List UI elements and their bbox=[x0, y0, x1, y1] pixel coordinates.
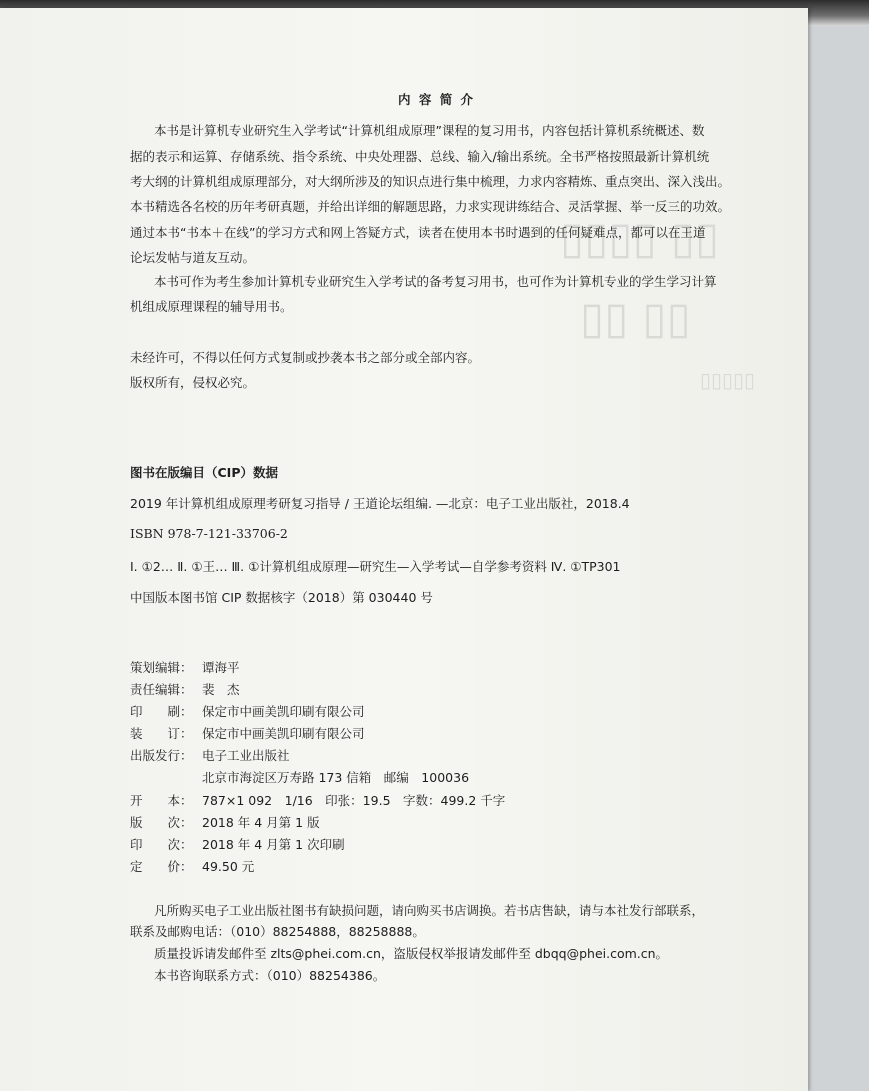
imprint-row bbox=[130, 791, 505, 809]
notice-line: 联系及邮购电话：（010）88254888，88258888。 bbox=[130, 924, 425, 939]
summary-line: 本书是计算机专业研究生入学考试“计算机组成原理”课程的复习用书，内容包括计算机系统概述、数 bbox=[154, 123, 705, 138]
imprint-label: 策划编辑： bbox=[130, 660, 193, 675]
imprint-label: 版 次： bbox=[130, 815, 193, 830]
imprint-label: 印 次： bbox=[130, 837, 193, 852]
summary-line: 机组成原理课程的辅导用书。 bbox=[130, 299, 293, 314]
imprint-row bbox=[130, 724, 365, 742]
summary-title: 内 容 简 介 bbox=[398, 92, 476, 107]
imprint-label: 责任编辑： bbox=[130, 682, 193, 697]
imprint-row bbox=[130, 835, 345, 853]
imprint-value: 裴 杰 bbox=[202, 682, 240, 697]
imprint-row bbox=[130, 857, 254, 875]
cip-isbn: ISBN 978-7-121-33706-2 bbox=[130, 526, 288, 541]
imprint-label: 出版发行： bbox=[130, 748, 193, 763]
summary-line: 论坛发帖与道友互动。 bbox=[130, 250, 256, 265]
imprint-row bbox=[130, 746, 290, 764]
imprint-value: 787×1 092 1/16 印张：19.5 字数：499.2 千字 bbox=[202, 793, 506, 808]
show-through-artwork-3: ▯▯▯▯▯ bbox=[700, 368, 756, 392]
notice-line: 质量投诉请发邮件至 zlts@phei.com.cn，盗版侵权举报请发邮件至 dbqq@phei.com.cn。 bbox=[154, 946, 669, 961]
summary-line: 据的表示和运算、存储系统、指令系统、中央处理器、总线、输入/输出系统。全书严格按照最新计算机统 bbox=[130, 149, 710, 164]
imprint-label: 开 本： bbox=[130, 793, 193, 808]
imprint-row bbox=[130, 658, 240, 676]
imprint-label: 印 刷： bbox=[130, 704, 193, 719]
imprint-value: 2018 年 4 月第 1 次印刷 bbox=[202, 837, 345, 852]
cip-entry: 2019 年计算机组成原理考研复习指导 / 王道论坛组编. —北京：电子工业出版社，2018.4 bbox=[130, 496, 630, 511]
imprint-row bbox=[130, 813, 320, 831]
summary-line: 本书可作为考生参加计算机专业研究生入学考试的备考复习用书，也可作为计算机专业的学生学习计算 bbox=[154, 274, 717, 289]
notice-line: 凡所购买电子工业出版社图书有缺损问题，请向购买书店调换。若书店售缺，请与本社发行部联系， bbox=[154, 903, 705, 918]
imprint-value: 保定市中画美凯印刷有限公司 bbox=[202, 704, 365, 719]
cip-classification: Ⅰ. ①2… Ⅱ. ①王… Ⅲ. ①计算机组成原理—研究生—入学考试—自学参考资料 Ⅳ. ①TP301 bbox=[130, 559, 621, 574]
summary-line: 通过本书“书本＋在线”的学习方式和网上答疑方式，读者在使用本书时遇到的任何疑难点，都可以在王道 bbox=[130, 225, 706, 240]
imprint-value: 电子工业出版社 bbox=[202, 748, 290, 763]
show-through-artwork: ▯▯▯▯ ▯▯ bbox=[560, 213, 720, 264]
copyright-notice: 未经许可，不得以任何方式复制或抄袭本书之部分或全部内容。 bbox=[130, 350, 481, 365]
imprint-value: 北京市海淀区万寿路 173 信箱 邮编 100036 bbox=[202, 770, 470, 785]
rights-reserved: 版权所有，侵权必究。 bbox=[130, 375, 256, 390]
cip-record-number: 中国版本图书馆 CIP 数据核字（2018）第 030440 号 bbox=[130, 590, 433, 605]
imprint-row bbox=[130, 702, 365, 720]
imprint-label: 装 订： bbox=[130, 726, 193, 741]
summary-line: 考大纲的计算机组成原理部分，对大纲所涉及的知识点进行集中梳理，力求内容精炼、重点突出、深入浅出。 bbox=[130, 174, 731, 189]
show-through-artwork-2: ▯▯ ▯▯ bbox=[580, 293, 691, 344]
cip-heading: 图书在版编目（CIP）数据 bbox=[130, 465, 278, 480]
imprint-label: 定 价： bbox=[130, 859, 193, 874]
imprint-value: 49.50 元 bbox=[202, 859, 255, 874]
imprint-row bbox=[130, 768, 469, 786]
summary-line: 本书精选各名校的历年考研真题，并给出详细的解题思路，力求实现讲练结合、灵活掌握、举一反三的功效。 bbox=[130, 199, 731, 214]
notice-line: 本书咨询联系方式：（010）88254386。 bbox=[154, 968, 386, 983]
imprint-row bbox=[130, 680, 240, 698]
imprint-value: 保定市中画美凯印刷有限公司 bbox=[202, 726, 365, 741]
imprint-value: 2018 年 4 月第 1 版 bbox=[202, 815, 320, 830]
imprint-value: 谭海平 bbox=[202, 660, 240, 675]
